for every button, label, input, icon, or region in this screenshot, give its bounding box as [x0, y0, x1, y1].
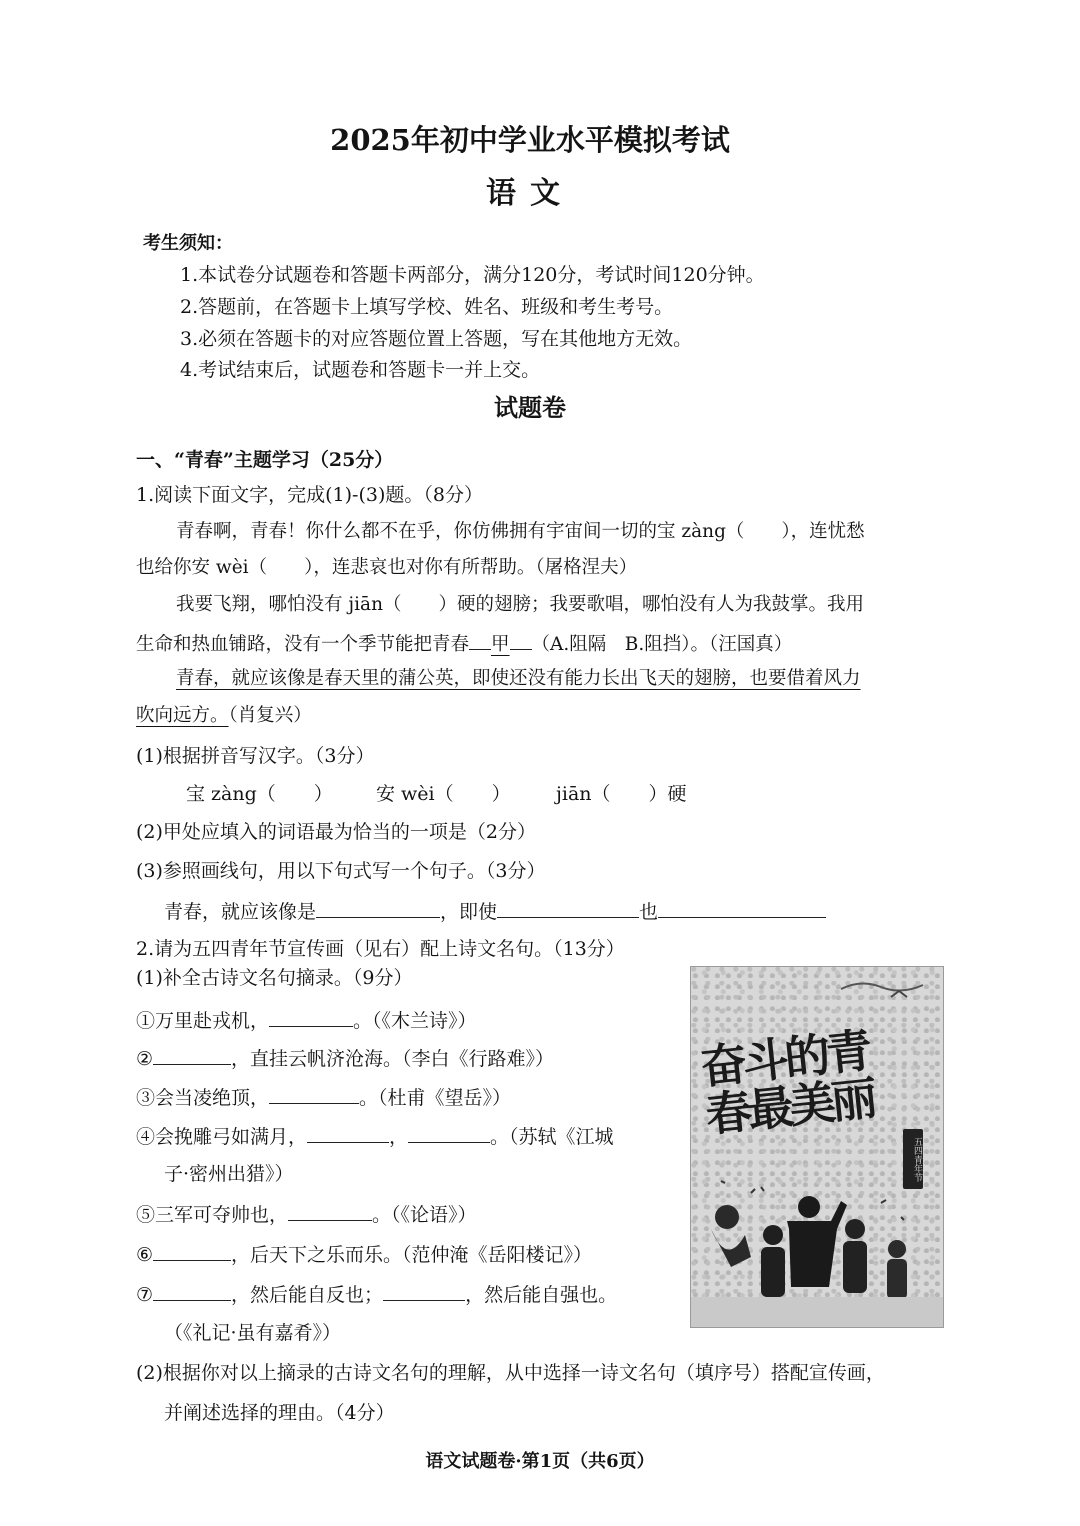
passage-1-line-1: 青春啊，青春！你什么都不在乎，你仿佛拥有宇宙间一切的宝 zàng（ ），连忧愁: [176, 521, 865, 542]
figure-head-icon: [763, 1225, 783, 1245]
recitation-line-5: [136, 1201, 477, 1227]
underlined-sentence-line-2: 吹向远方。: [136, 705, 229, 726]
recitation-text: ，然后能自反也；: [231, 1284, 384, 1306]
notice-item-2: 2.答题前，在答题卡上填写学校、姓名、班级和考生考号。: [180, 296, 674, 318]
sub-question-1: (1)根据拼音写汉字。（3分）: [136, 745, 375, 767]
poster-badge: 五四青年节: [903, 1129, 923, 1189]
recitation-line-4: [136, 1123, 614, 1149]
recitation-text: ⑦: [136, 1284, 154, 1306]
passage-3-author: （肖复兴）: [228, 705, 312, 726]
recitation-text: 。（《木兰诗》）: [353, 1010, 477, 1032]
recitation-text: ②: [136, 1048, 154, 1070]
section-heading: 一、“青春”主题学习（25分）: [136, 449, 394, 471]
notice-item-1: 1.本试卷分试题卷和答题卡两部分，满分120分，考试时间120分钟。: [180, 264, 765, 286]
exam-title: 2025年初中学业水平模拟考试: [330, 123, 730, 157]
answer-blank[interactable]: [307, 1123, 389, 1143]
notice-heading: 考生须知：: [143, 233, 233, 254]
figure-body-icon: [843, 1241, 867, 1293]
recitation-line-4-continued: 子·密州出猎》）: [164, 1163, 294, 1185]
page-footer: 语文试题卷·第1页（共6页）: [425, 1451, 655, 1472]
blank-underline: [510, 630, 532, 650]
sentence-pattern: [164, 898, 826, 924]
answer-blank[interactable]: [316, 898, 440, 918]
answer-blank[interactable]: [153, 1281, 231, 1301]
passage-1-line-2: 也给你安 wèi（ ），连悲哀也对你有所帮助。（屠格涅夫）: [136, 557, 638, 578]
recitation-text: ，然后能自强也。: [465, 1284, 618, 1306]
blank-underline: [469, 630, 491, 650]
recitation-line-7-source: （《礼记·虽有嘉肴》）: [164, 1322, 342, 1344]
answer-blank[interactable]: [497, 898, 639, 918]
recitation-text: ，直挂云帆济沧海。（李白《行路难》）: [231, 1048, 555, 1070]
pattern-part-c: 也: [639, 901, 659, 923]
recitation-text: ⑥: [136, 1244, 154, 1266]
figure-body-icon: [711, 1229, 751, 1267]
figure-body-icon: [761, 1247, 785, 1297]
figure-head-icon: [888, 1240, 906, 1258]
notice-item-3: 3.必须在答题卡的对应答题位置上答题，写在其他地方无效。: [180, 328, 693, 350]
answer-blank[interactable]: [288, 1201, 372, 1221]
recitation-line-7: [136, 1281, 617, 1307]
answer-blank[interactable]: [269, 1007, 353, 1027]
recitation-line-1: [136, 1007, 477, 1033]
recitation-text: ，后天下之乐而乐。（范仲淹《岳阳楼记》）: [231, 1244, 593, 1266]
pinyin-item-1: 宝 zàng（ ）: [186, 783, 333, 805]
passage-2-text-a: 生命和热血铺路，没有一个季节能把青春: [136, 634, 470, 655]
subject-title: 语文: [486, 176, 574, 211]
recitation-text: ④会挽雕弓如满月，: [136, 1126, 308, 1148]
answer-blank[interactable]: [153, 1241, 231, 1261]
answer-blank[interactable]: [153, 1045, 231, 1065]
figure-head-icon: [715, 1205, 739, 1229]
recitation-text: ⑤三军可夺帅也，: [136, 1204, 289, 1226]
answer-blank[interactable]: [383, 1281, 465, 1301]
pinyin-item-2: 安 wèi（ ）: [376, 783, 511, 805]
bird-icon: [891, 991, 907, 997]
recitation-line-6: [136, 1241, 592, 1267]
sub-question-3: (3)参照画线句，用以下句式写一个句子。（3分）: [136, 860, 546, 882]
answer-blank[interactable]: [269, 1084, 359, 1104]
figure-head-icon: [845, 1219, 865, 1239]
recitation-text: ，: [389, 1126, 409, 1148]
figure-body-icon: [887, 1259, 907, 1299]
answer-blank[interactable]: [408, 1123, 490, 1143]
notice-item-4: 4.考试结束后，试题卷和答题卡一并上交。: [180, 359, 541, 381]
figure-head-icon: [798, 1196, 820, 1218]
underlined-sentence-line-1: 青春，就应该像是春天里的蒲公英，即使还没有能力长出飞天的翅膀，也要借着风力: [176, 668, 861, 689]
blank-jia-mark: 甲: [491, 634, 510, 655]
part-title: 试题卷: [494, 393, 566, 422]
recitation-text: 。（苏轼《江城: [490, 1126, 614, 1148]
q2-sub-question-2-line-1: (2)根据你对以上摘录的古诗文名句的理解，从中选择一诗文名句（填序号）搭配宣传画，: [136, 1362, 885, 1384]
passage-3-line-2: [136, 704, 312, 728]
passage-2-line-2: [136, 630, 792, 657]
recitation-line-3: [136, 1084, 511, 1110]
ground-shape: [691, 1297, 943, 1327]
sub-question-2: (2)甲处应填入的词语最为恰当的一项是（2分）: [136, 821, 537, 843]
pinyin-item-3: jiān（ ）硬: [556, 783, 687, 805]
youth-day-poster: [690, 966, 944, 1328]
poster-title: 奋斗的青春最美丽: [698, 1023, 876, 1143]
recitation-text: 。（《论语》）: [372, 1204, 477, 1226]
question-1-prompt: 1.阅读下面文字，完成(1)-(3)题。（8分）: [136, 484, 483, 506]
passage-2-line-1: 我要飞翔，哪怕没有 jiān（ ）硬的翅膀；我要歌唱，哪怕没有人为我鼓掌。我用: [176, 594, 864, 615]
recitation-text: ①万里赴戎机，: [136, 1010, 270, 1032]
question-2-prompt: 2.请为五四青年节宣传画（见右）配上诗文名句。（13分）: [136, 938, 625, 960]
pattern-part-a: 青春，就应该像是: [164, 901, 317, 923]
recitation-line-2: [136, 1045, 554, 1071]
q2-sub-question-2-line-2: 并阐述选择的理由。（4分）: [164, 1402, 395, 1424]
pattern-part-b: ，即使: [440, 901, 498, 923]
bird-icon: [841, 983, 923, 990]
answer-blank[interactable]: [658, 898, 826, 918]
q2-sub-question-1: (1)补全古诗文名句摘录。（9分）: [136, 967, 413, 989]
recitation-text: 。（杜甫《望岳》）: [359, 1087, 512, 1109]
passage-2-text-b: （A.阻隔 B.阻挡）。（汪国真）: [531, 634, 793, 655]
recitation-text: ③会当凌绝顶，: [136, 1087, 270, 1109]
